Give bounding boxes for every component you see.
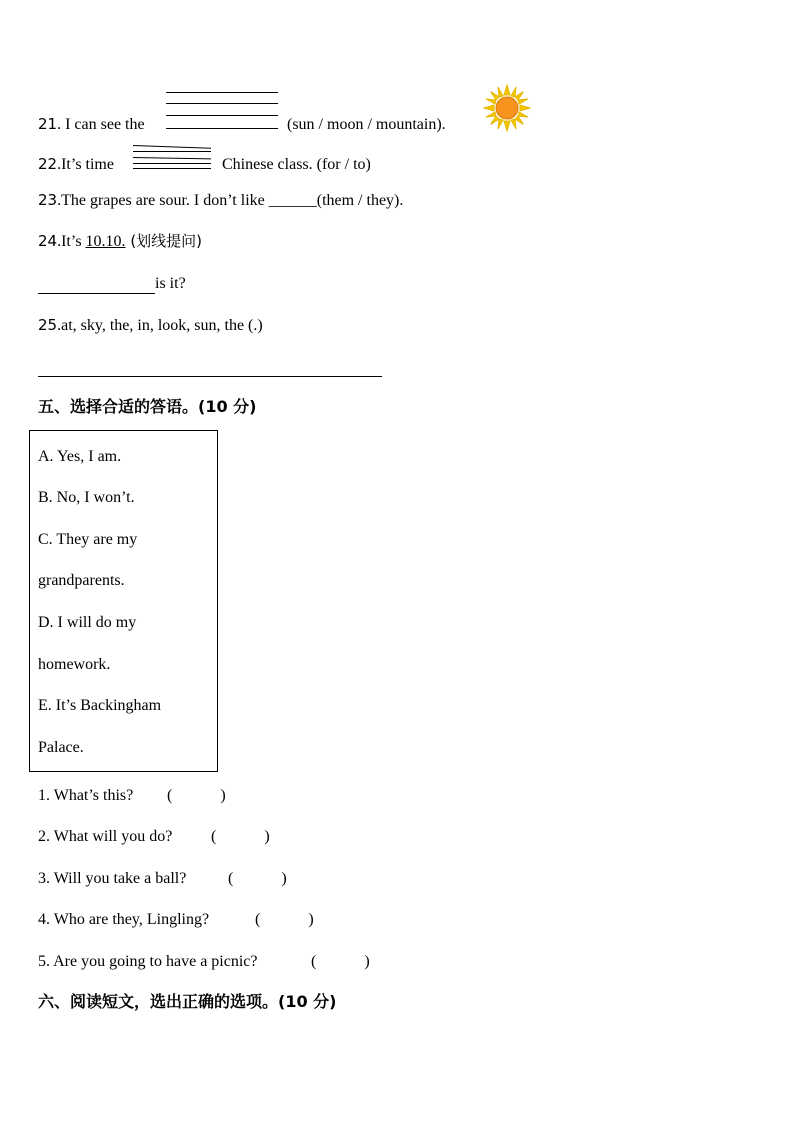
- question-text: .It’s: [57, 233, 86, 250]
- question-number: 21: [38, 115, 58, 133]
- answer-parentheses[interactable]: ( ): [167, 787, 226, 804]
- question-options: (them / they).: [316, 192, 404, 209]
- answer-parentheses[interactable]: ( ): [311, 953, 370, 970]
- question-number: 25: [38, 316, 58, 334]
- answer-parentheses[interactable]: ( ): [255, 911, 314, 928]
- option-line: A. Yes, I am.: [38, 448, 122, 465]
- option-line: E. It’s Backingham: [38, 697, 162, 714]
- question-24-answer-tail: is it?: [155, 275, 186, 292]
- question-25: [38, 318, 263, 334]
- answer-line-24[interactable]: [38, 293, 155, 294]
- option-line: grandparents.: [38, 572, 125, 589]
- option-line: B. No, I won’t.: [38, 489, 135, 506]
- option-line: Palace.: [38, 739, 84, 756]
- question-number: 23: [38, 191, 58, 209]
- question-text: .The grapes are sour. I don’t like: [57, 192, 269, 209]
- options-box: [29, 430, 218, 772]
- answer-parentheses[interactable]: ( ): [228, 870, 287, 887]
- question-text: . I can see the: [57, 116, 145, 133]
- question-text: .It’s time: [57, 156, 114, 173]
- question-text: 4. Who are they, Lingling?: [38, 911, 210, 928]
- question-text: 1. What’s this?: [38, 787, 134, 804]
- question-3: [38, 871, 186, 887]
- answer-blank[interactable]: ______: [268, 192, 317, 209]
- section-6-title: 六、阅读短文，选出正确的选项。(10 分): [38, 992, 337, 1011]
- question-21-options: (sun / moon / mountain).: [287, 116, 446, 133]
- question-23: [38, 193, 403, 209]
- question-4: [38, 912, 209, 928]
- question-text: 5. Are you going to have a picnic?: [38, 953, 258, 970]
- option-line: homework.: [38, 656, 111, 673]
- question-text: .at, sky, the, in, look, sun, the (.): [57, 317, 263, 334]
- question-number: 24: [38, 232, 58, 250]
- question-text: 2. What will you do?: [38, 828, 173, 845]
- question-22: [38, 157, 114, 173]
- question-5: [38, 954, 258, 970]
- question-2: [38, 829, 172, 845]
- option-line: D. I will do my: [38, 614, 137, 631]
- question-1: [38, 788, 133, 804]
- question-22-options: Chinese class. (for / to): [222, 156, 371, 173]
- question-text: 3. Will you take a ball?: [38, 870, 187, 887]
- question-24: [38, 234, 202, 250]
- option-line: C. They are my: [38, 531, 138, 548]
- instruction-note: (划线提问): [125, 232, 203, 250]
- section-5-title: 五、选择合适的答语。(10 分): [38, 397, 257, 416]
- question-number: 22: [38, 155, 58, 173]
- underlined-time: 10.10.: [85, 233, 126, 250]
- answer-line-25[interactable]: [38, 376, 382, 377]
- answer-parentheses[interactable]: ( ): [211, 828, 270, 845]
- sun-icon: [483, 84, 531, 132]
- question-21: [38, 117, 145, 133]
